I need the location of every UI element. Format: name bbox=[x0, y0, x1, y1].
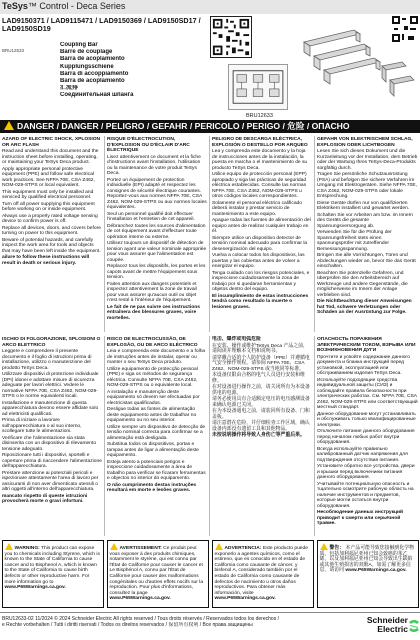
column-heading: PELIGRO DE DESCARGA ELÉCTRICA, EXPLOSIÓN O DESTELLO POR ARQUEO bbox=[212, 137, 308, 148]
instruction-item: 在为本设备通电之前，请装回所有设备、门和盖板。 bbox=[212, 409, 310, 420]
instruction-item: Установите обратно все устройства, двери и крышки перед включением питания данного оборудования. bbox=[317, 464, 415, 480]
instruction-item: Всегда используйте правильно калиброванный датчик напряжения для подтверждения отсутствия питания. bbox=[317, 446, 408, 463]
schneider-logo-icon bbox=[408, 619, 420, 633]
instruction-item: Installazione e manutenzione di questa apparecchiatura devono essere affidate solo ad elettricisti qualificati. bbox=[2, 400, 99, 417]
instruction-item: This equipment must only be installed and serviced by qualified electrical personnel. bbox=[2, 189, 94, 200]
safety-instructions-row-1 bbox=[0, 136, 420, 332]
instruction-item: Lesen Sie sich dieses Dokument und die Kurzanleitung vor der Installation, dem Betrieb oder der Wartung Ihres TeSys-Deca-Produkts sorgfältig durch. bbox=[317, 149, 418, 171]
consequence-statement: 未按说明操作将导致人身伤亡等严重后果。 bbox=[212, 433, 305, 438]
instruction-item: Seul un personnel qualifié doit effectuer l'installation et l'entretien de cet appareil. bbox=[107, 211, 195, 222]
instruction-item: Utilice equipo de protección personal (EPP) apropiado y siga las prácticas de seguridad eléctrica establecidas. Consulte las normas NFPA 70E, CSA Z462, NOM-029-STPS u otros códigos locales correspondientes. bbox=[212, 172, 307, 199]
warning-body: 本产品可能导致您接触到化学物质，包括加利福尼亚州已知会致癌的苯乙烯，以及加利福尼亚州已知会导致出生缺陷或其他生殖损害的双酚A。如需了解更多信息，请访问 bbox=[319, 546, 415, 574]
copyright-line: e Rechte vorbehalten / Tutti i diritti riservati / Todos os direitos reservados / 保留所有权利 / Все права защищены bbox=[2, 622, 253, 628]
consequence-statement: ailure to follow these instructions will result in death or serious injury. bbox=[2, 255, 90, 266]
instruction-item: Tenga cuidado con los riesgos potenciales, e inspeccione cuidadosamente la zona de trabajo por si quedaran herramientas y objetos dentro del equipo. bbox=[212, 270, 310, 292]
instruction-item: Diese Geräte dürfen nur von qualifizierten Elektrikern installiert und gewartet werden. bbox=[317, 200, 410, 211]
column-heading: AZARD OF ELECTRIC SHOCK, XPLOSION OR ARC FLASH bbox=[2, 137, 101, 148]
safety-column-zh bbox=[210, 336, 315, 536]
product-name: Kupplungsschiene bbox=[60, 63, 114, 70]
product-name: Barra de acoplamiento bbox=[60, 78, 125, 85]
instruction-item: Prestare attenzione ai potenziali pericoli e ispezionare attentamente l'area di lavoro per assicurarsi di non aver dimenticato utensili o altri oggetti all'interno dell'apparecchiatura. bbox=[2, 470, 99, 492]
safety-column-en bbox=[0, 136, 105, 332]
instruction-item: 请务必使用具有合适额定电压的电压感测设备来确认电源已关闭。 bbox=[212, 397, 310, 408]
instruction-item: Always use a properly rated voltage sensing device to confirm power is off. bbox=[2, 213, 98, 224]
warning-title: ADVERTENCIA: bbox=[224, 546, 262, 551]
product-diagram bbox=[228, 64, 288, 110]
instruction-item: Прочтите и усвойте содержание данного документа и бланка инструкций перед установкой, эксплуатацией или обслуживанием изделия TeSys Deca. bbox=[317, 354, 410, 376]
product-name: Barra de acoplamiento bbox=[60, 56, 125, 63]
instruction-item: Учитывайте потенциальную опасность и тщательно осмотрите рабочую область на наличие инструментов и предметов, которые могли остаться внутри оборудования. bbox=[317, 481, 414, 509]
prop65-warning-zh bbox=[317, 540, 419, 608]
column-heading: RISQUE D'ÉLECTROCUTION, D'EXPLOSION OU D'ÉCLAIR D'ARC ÉLECTRIQUE bbox=[107, 137, 190, 153]
prop65-warning-fr bbox=[107, 540, 209, 608]
safety-column-it bbox=[0, 336, 105, 536]
coupling-bar-illustration bbox=[294, 22, 418, 102]
instruction-item: Leia e compreenda este documento e a folha de instruções antes de instalar, operar ou manter o seu TeSys Deca produto. bbox=[107, 349, 206, 365]
instruction-item: Utilisez toujours un dispositif de détection de tension ayant une valeur nominale appropriée pour vous assurer que l'alimentation est coupée. bbox=[107, 241, 207, 263]
column-heading: 电击、爆炸或电弧危险 bbox=[212, 337, 261, 342]
warning-triangle-icon bbox=[4, 121, 14, 130]
product-names bbox=[60, 42, 210, 100]
part-number-line: LAD9150SD19 bbox=[2, 25, 51, 34]
qr-code-icon bbox=[210, 16, 252, 58]
product-name: Barra di accoppiamento bbox=[60, 70, 129, 77]
warning-triangle-icon bbox=[110, 543, 118, 550]
instruction-item: Schalten Sie vor Arbeiten am bzw. im Innern des Geräts die gesamte Spannungsversorgung ab. bbox=[317, 212, 413, 229]
instruction-item: Read and understand this document and the instruction sheet before installing, operating, or maintaining your TeSys Deca product. bbox=[2, 149, 99, 165]
instruction-item: Solamente el personal eléctrico calificado deberá instalar y prestar servicio de mantenimiento a este equipo. bbox=[212, 200, 302, 217]
column-heading: ISCHIO DI FOLGORAZIONE, SPLOSIONI O ARCO ELETTRICO bbox=[2, 337, 101, 348]
logo-line: Schneider bbox=[366, 615, 408, 625]
instruction-item: 请注意潜在危险，并仔细检查工作区域，确认设备内部没有遗留工具和其他物品。 bbox=[212, 421, 310, 432]
instruction-item: Substitua todos os dispositivos, portas e tampas antes de ligar a alimentação deste equipamento. bbox=[107, 442, 199, 458]
instruction-item: 本设备仅限由合格的电气人员进行安装和维修。 bbox=[212, 373, 305, 384]
danger-banner: DANGER / DANGER / PELIGRO / GEFAHR / PERICOLO / PERIGO / 危险 / ОПАСНО bbox=[0, 120, 420, 133]
figure-label: BRU12633 bbox=[246, 113, 273, 119]
consequence-statement: Le fait de ne pas suivre ces instructions entraînera des blessures graves, voire mortelles. bbox=[107, 304, 200, 321]
product-name: 汇流排 bbox=[60, 85, 79, 92]
instruction-item: A instalação e manutenção deste equipamento só devem ser efectuadas por electricistas qualificados. bbox=[107, 389, 200, 406]
warning-triangle-icon bbox=[5, 543, 13, 550]
instruction-item: Vuelva a colocar todos los dispositivos, las puertas y las cubiertas antes de volver a energizar el equipo. bbox=[212, 253, 305, 269]
instruction-item: Faites attention aux dangers potentiels et inspectez attentivement la zone de travail pour vous assurer qu'aucun outil ou objet n'est resté à l'intérieur de l'équipement. bbox=[107, 281, 197, 303]
instruction-item: Desligue todas as fontes de alimentação deste equipamento antes de trabalhar no equipamento ou no seu interior. bbox=[107, 407, 197, 423]
instruction-item: Portez un équipement de protection individuelle (EPI) adapté et respectez les consignes de sécurité électrique courantes. Reportez-vous aux normes NFPA 70E, CSA Z462, NOM-029-STPS ou aux normes locales équivalentes. bbox=[107, 177, 207, 210]
warning-link[interactable]: www.P65Warnings.ca.gov. bbox=[4, 585, 66, 591]
instruction-item: Riposizionare tutti i dispositivi, sportelli e coperture prima di riaccendere l'alimentazione dell'apparecchiatura. bbox=[2, 453, 102, 469]
instruction-item: Beachten Sie potenzielle Gefahren, und überprüfen Sie den Arbeitsbereich auf Werkzeuge und andere Gegenstände, die möglicherweise im Innern der Anlage verblieben sind. bbox=[317, 270, 408, 298]
product-name: Barre de couplage bbox=[60, 49, 113, 56]
instruction-item: 在对设备进行操作之前，请关闭所有为本设备供电的电源。 bbox=[212, 385, 310, 396]
instruction-item: 请穿戴合适的个人防护设备（PPE）并遵循电气安全操作规程。请参阅 NFPA 70E、CSA Z462、NOM-029-STPS 或当地同等标准。 bbox=[212, 355, 310, 372]
warning-body: Este producto puede exponerlo a agentes químicos, como el estireno, que es conocido en el estado de California como causante de cáncer, y bisfenol A, considerado también por el estado de California como causante de defectos de nacimiento u otros daños reproductivos. Para obtener más información, visite bbox=[214, 546, 308, 596]
instruction-item: Utilize equipamento de protecção pessoal (PPE) e siga os métodos de segurança eléctrica. Consulte NFPA 70E, CSA Z462, NOM-029-STPS ou o equivalente local. bbox=[107, 366, 198, 388]
brand-logo bbox=[356, 616, 408, 634]
safety-column-de bbox=[315, 136, 420, 332]
column-heading: ОПАСНОСТЬ ПОРАЖЕНИЯ ЭЛЕКТРИЧЕСКИМ ТОКОМ, ВЗРЫВА ИЛИ ВОЗНИКНОВЕНИЯ ДУГИ bbox=[317, 337, 416, 353]
part-numbers bbox=[2, 17, 207, 34]
instruction-item: Apply appropriate personal protective equipment (PPE) and follow safe electrical work practices. See NFPA 70E, CSA Z462, NOM-029-STPS or local equivalent. bbox=[2, 166, 95, 188]
safety-column-fr bbox=[105, 136, 210, 332]
warning-link[interactable]: www.P65Warnings.ca.gov. bbox=[345, 568, 407, 574]
instruction-item: Utilize sempre um dispositivo de detecção de tensão nominal correcta para confirmar se a alimentação está desligada. bbox=[107, 424, 206, 441]
column-heading: RISCO DE ELECTROCUSSÃO, DE EXPLOSÃO, OU DE ARCO ELÉCTRICO bbox=[107, 337, 198, 348]
instruction-item: Leggere e comprendere il presente documento e il foglio di istruzioni prima di installazione, utilizzo o manutenzione del prodotto TeSys Deca. bbox=[2, 349, 92, 371]
instruction-item: Esteja atento a potenciais perigos e inspeccione cuidadosamente a área de trabalho para verificar se ficaram ferramentas e objectos no interior do equipamento. bbox=[107, 459, 206, 481]
doc-code: BRU12633 bbox=[2, 48, 25, 53]
instruction-item: Turn off all power supplying this equipment before working on or inside equipment. bbox=[2, 201, 95, 212]
logo-line: Electric bbox=[377, 624, 408, 634]
instruction-item: Данное оборудование могут устанавливать и обслуживать только квалифицированные электрики. bbox=[317, 411, 416, 428]
instruction-item: Verificare che l'alimentazione sia stata disinserita con un dispositivo di rilevamento tensione adeguato. bbox=[2, 435, 97, 452]
product-name: Coupling Bar bbox=[60, 42, 98, 48]
column-heading: GEFAHR VON ELEKTRISCHEM SCHLAG, EXPLOSION ODER LICHTBOGEN bbox=[317, 137, 413, 148]
warning-triangle-icon bbox=[215, 543, 223, 550]
instruction-item: Lisez attentivement ce document et la fiche d'instructions avant l'installation, l'utilisation ou la maintenance de votre produit TeSys Deca. bbox=[107, 154, 201, 176]
instruction-item: Beware of potential hazards, and carefully inspect the work area for tools and objects that may have been left inside the equipment. bbox=[2, 237, 101, 254]
instruction-item: Tragen Sie persönliche Schutzausrüstung (PSA) und befolgen Sie sichere Verfahren im Umgang mit Elektrogeräten. Siehe NFPA 70E, CSA Z462, NOM-029-STPS oder lokale Entsprechung. bbox=[317, 172, 417, 199]
instruction-item: Apague todas las fuentes de alimentación del equipo antes de realizar cualquier trabajo en él. bbox=[212, 218, 311, 234]
instruction-item: 在安装、操作或维护TeSys Deca 产品之前，请阅读并理解本文档和说明书。 bbox=[212, 343, 308, 354]
warning-body: Ce produit peut vous exposer à des produits chimiques, notamment le styrène, qui est connu par l'État de Californie pour causer le cancer et Le Bisphénol A, connu par l'État de Californie pour causer des malformations congénitales ou d'autres effets nocifs sur la reproduction. Pour plus d'informations, consultez la page bbox=[109, 546, 204, 596]
copyright-footer bbox=[2, 616, 332, 628]
instruction-item: Lea y comprenda este documento y la hoja de instrucciones antes de la instalación, la puesta en marcha o el mantenimiento de su producto TeSys Deca. bbox=[212, 149, 308, 171]
instruction-item: Отключите питание данного оборудования перед началом любых работ внутри оборудования. bbox=[317, 429, 415, 445]
instruction-item: Débranchez toutes les sources d'alimentation de cet équipement avant d'effectuer toute opération interne ou externe. bbox=[107, 223, 206, 240]
consequence-statement: Несоблюдение данных инструкций приводит к смерти или серьёзной травме. bbox=[317, 510, 404, 526]
prop65-warning-en bbox=[2, 540, 104, 608]
warning-title: 警告： bbox=[329, 546, 345, 551]
footer-divider bbox=[0, 612, 420, 613]
instruction-item: Verwenden Sie für die Prüfung der Spannungsfreiheit stets einen spannungsprüfer mit zutreffender Bemessungsspannung. bbox=[317, 230, 392, 252]
safety-column-pt bbox=[105, 336, 210, 536]
prop65-warning-es bbox=[212, 540, 314, 608]
instruction-item: Utilizzare dispositivi di protezione individuale (DPI) idonei e adottare misure di sicurezza adeguate per lavori elettrici. Vedere le normative NFPA 70E, CSA Z462, NOM-029-STPS o le norme equivalenti locali. bbox=[2, 372, 99, 399]
warning-triangle-icon bbox=[320, 543, 328, 550]
consequence-statement: O não cumprimento destas instruções resultará em morte e lesões graves. bbox=[107, 482, 197, 493]
copyright-line: BRU12633-02 11/2024 © 2024 Schneider Electric All rights reserved / Tous droits réservés / Reservados todos los derechos / bbox=[2, 616, 279, 622]
instruction-item: Replacez tous les dispositifs, les portes et les capots avant de mettre l'équipement sous tension. bbox=[107, 264, 206, 280]
part-number-line: LAD9150371 / LAD9115471 / LAD9150369 / LAD9150SD17 / bbox=[2, 17, 201, 25]
consequence-statement: El incumplimiento de estas instrucciones tendrá como resultado la muerte o lesiones graves. bbox=[212, 293, 309, 310]
safety-column-ru bbox=[315, 336, 420, 536]
product-name: Соединительная шпанга bbox=[60, 92, 134, 99]
series-title: TeSys™ Control - Deca Series bbox=[2, 1, 126, 11]
consequence-statement: Die Nichtbeachtung dieser Anweisungen hat Tod, schwere Verletzungen oder Schäden an der Ausrüstung zur Folge. bbox=[317, 299, 412, 315]
instruction-item: Используйте подходящие средства индивидуальной защиты (СИЗ) и соблюдайте правила безопасности при электрических работах. См. NFPA 70E, CSA Z462, NOM-029-STPS или соответствующий местный стандарт. bbox=[317, 377, 418, 410]
warning-body: This product can expose you to chemicals including Styrene, which is known to the State of California to cause cancer and to Bisphenol A, which is known to the State of California to cause birth defects or other reproductive harm. For more information go to bbox=[4, 546, 100, 585]
instruction-item: Bringen Sie alle Vorrichtungen, Türen und Abdeckungen wieder an, bevor Sie das Gerät einschalten. bbox=[317, 253, 416, 269]
instruction-item: Siempre utilice un dispositivo detector de tensión nominal adecuado para confirmar la desenergización del equipo. bbox=[212, 235, 308, 252]
instruction-item: Replace all devices, doors, and covers before turning on power to this equipment. bbox=[2, 225, 101, 236]
consequence-statement: mancato rispetto di queste istruzioni provocherà morte o gravi infortuni. bbox=[2, 493, 88, 504]
warning-link[interactable]: www.P65Warnings.ca.gov. bbox=[109, 596, 171, 602]
warning-title: WARNING: bbox=[14, 546, 40, 551]
instruction-item: Prima di iniziare a lavorare sull'apparecchiatura o al suo interno, scollegare tutte le alimentazioni. bbox=[2, 418, 82, 434]
safety-instructions-row-2 bbox=[0, 336, 420, 536]
prop65-warnings bbox=[0, 540, 420, 608]
warning-link[interactable]: www.P65Warnings.ca.gov. bbox=[214, 596, 276, 602]
safety-column-es bbox=[210, 136, 315, 332]
warning-title: AVERTISSEMENT: bbox=[119, 546, 162, 551]
